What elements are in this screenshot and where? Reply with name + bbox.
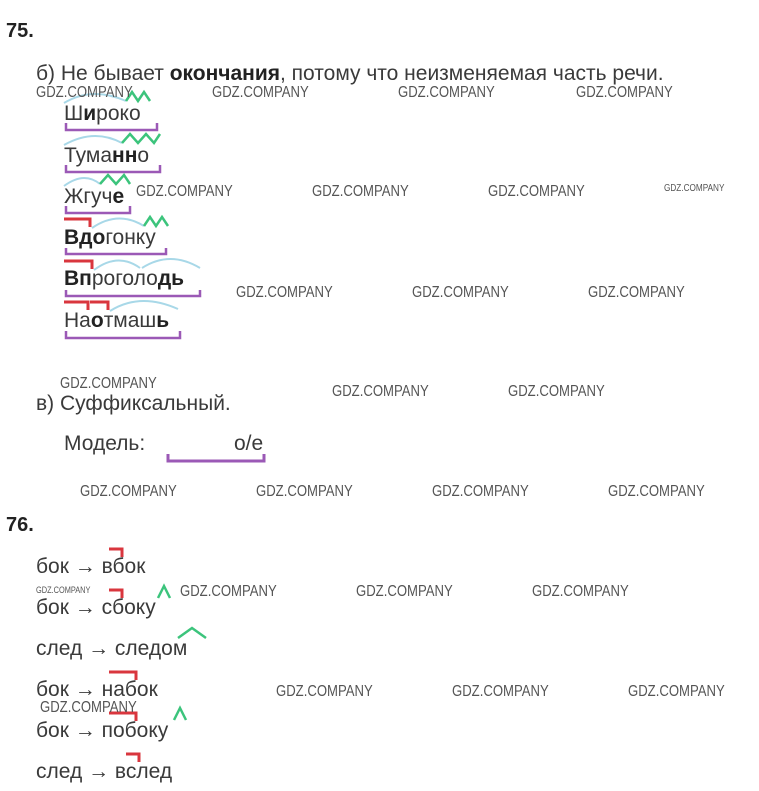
word-part-bold: е [112,185,125,208]
base-bracket [66,248,166,254]
watermark: GDZ.COMPANY [452,683,549,700]
prefix-mark [64,261,92,269]
watermark: GDZ.COMPANY [508,383,605,400]
watermark: GDZ.COMPANY [80,483,177,500]
arrow-icon: → [74,678,96,701]
word-part: Ш [64,102,84,125]
watermark: GDZ.COMPANY [236,284,333,301]
root-arc [92,218,144,228]
word-part-bold: о [90,309,104,332]
arrow-icon: → [88,760,110,783]
watermark: GDZ.COMPANY [312,183,409,200]
suffix-mark [122,134,160,143]
derived-word: вбок [101,555,146,578]
watermark: GDZ.COMPANY [628,683,725,700]
watermark: GDZ.COMPANY [412,284,509,301]
word-part-bold: дь [157,267,185,290]
task-number-76: 76. [6,514,34,536]
prefix-mark [64,302,88,310]
arrow-icon: → [74,596,96,619]
watermark: GDZ.COMPANY [608,483,705,500]
suffix-mark [178,628,206,638]
watermark: GDZ.COMPANY [212,84,309,101]
word-part-bold: нн [112,144,138,167]
task-number-75: 75. [6,20,34,42]
watermark: GDZ.COMPANY [40,699,137,716]
root-arc [64,178,100,186]
word-part: тмаш [103,309,157,332]
arrow-icon: → [88,637,110,660]
word-part: роко [96,102,141,125]
watermark: GDZ.COMPANY [488,183,585,200]
model-label: Модель: [64,432,146,455]
watermark: GDZ.COMPANY [398,84,495,101]
derived-word: набок [101,678,158,701]
watermark: GDZ.COMPANY [36,84,133,101]
model-value: о/е [234,432,264,455]
base-word: бок [36,678,69,701]
watermark: GDZ.COMPANY [576,84,673,101]
word-part: гонку [105,226,156,249]
prefix-mark [64,219,90,227]
watermark: GDZ.COMPANY [332,383,429,400]
arrow-icon: → [74,555,96,578]
watermark: GDZ.COMPANY [588,284,685,301]
watermark: GDZ.COMPANY [180,583,277,600]
derived-word: вслед [114,760,173,783]
prefix-mark [109,672,136,680]
suffix-mark [174,708,186,720]
base-bracket [66,165,160,172]
base-word: бок [36,719,69,742]
word-part-bold: и [83,102,97,125]
root-arc [110,301,178,311]
watermark: GDZ.COMPANY [136,183,233,200]
part-b-prefix: б) Не бывает [36,62,170,85]
watermark: GDZ.COMPANY [532,583,629,600]
base-bracket [66,331,180,338]
suffix-mark [100,175,130,184]
part-b-suffix: , потому что неизменяемая часть речи. [280,62,664,85]
derived-word: сбоку [101,596,156,619]
root-arc [94,260,140,270]
word-part: Тума [64,144,113,167]
word-part: роголо [91,267,158,290]
watermark: GDZ.COMPANY [432,483,529,500]
prefix-mark [90,302,108,310]
base-word: бок [36,596,69,619]
suffix-mark [158,586,170,598]
base-bracket [66,123,157,130]
watermark: GDZ.COMPANY [256,483,353,500]
model-bracket [168,454,264,461]
watermark: GDZ.COMPANY [356,583,453,600]
word-part: На [64,309,91,332]
base-word: бок [36,555,69,578]
root-arc [64,136,122,145]
suffix-mark [144,217,168,226]
base-bracket [66,206,130,213]
arrow-icon: → [74,719,96,742]
base-word: след [36,637,83,660]
derived-word: следом [114,637,188,660]
watermark: GDZ.COMPANY [60,375,157,392]
word-part: о [137,144,150,167]
base-bracket [66,290,200,296]
part-b-bold: окончания [169,62,280,85]
base-word: след [36,760,83,783]
watermark: GDZ.COMPANY [276,683,373,700]
prefix-mark [109,590,122,598]
word-part: Жгуч [64,185,113,208]
watermark: GDZ.COMPANY [664,183,725,194]
derived-word: побоку [101,719,169,742]
prefix-mark [126,754,139,762]
root-arc [142,259,200,268]
part-c-text: в) Суффиксальный. [36,392,231,415]
prefix-mark [109,549,122,557]
word-part-bold: ь [156,309,170,332]
word-part-bold: Вп [64,267,92,290]
watermark: GDZ.COMPANY [36,585,91,595]
word-part-bold: Вдо [64,226,106,249]
